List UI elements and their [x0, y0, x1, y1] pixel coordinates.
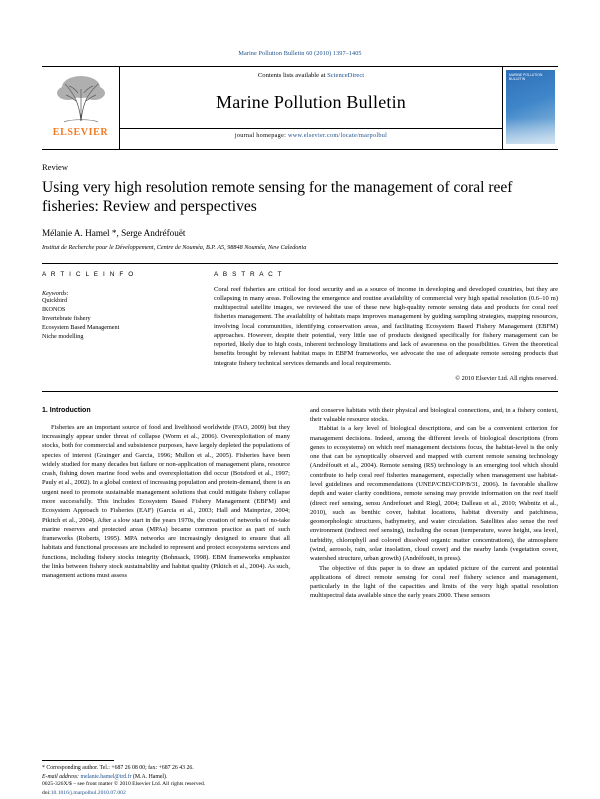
email-label: E-mail address:: [42, 773, 81, 780]
page-footer: [42, 780, 302, 797]
article-info-column: [42, 271, 194, 382]
keywords-label: Keywords:: [42, 289, 69, 297]
issn-copyright-line: 0025-326X/$ – see front matter © 2010 Elsevier Ltd. All rights reserved.: [42, 781, 206, 788]
authors-text: Mélanie A. Hamel *, Serge Andréfouët: [42, 227, 186, 238]
article-type: Review: [42, 162, 68, 172]
elsevier-tree-icon: [50, 71, 112, 126]
corresponding-author-footnote: [42, 760, 290, 781]
info-abstract-row: [42, 271, 558, 382]
paragraph: Fisheries are an important source of food and livelihood worldwide (FAO, 2009) but they increasingly appear under threat of collapse (Worm et al., 2006). Overexploitation of many stocks, both for commercial and subsistence purposes, have largely depleted the populations of species of interest (Grainger and Garcia, 1996; Mullon et al., 2005). Fisheries have been widely studied for many decades but failure or non-application of management plans, resource crash, fishing down marine food webs and overexploitation did occur (Botsford et al., 1997; Pauly et al., 2002). In a global context of increasing population and protein-demand, there is an urgent need to promote sustainable management solutions that could mitigate fishery collapse more successfully. This includes Ecosystem Based Fishery Management (EBFM) and Ecosystem Approach to Fisheries (EAF) (Garcia et al., 2003; Hall and Mainprize, 2004; Pikitch et al., 2004). After a slow start in the years 1970s, the creation of networks of no-take marine reserves and protected areas (MPAs) became common practice as part of such frameworks (Roberts, 1995). MPA networks are increasingly designed to ensure that all habitats and functional processes are included to represent and protect ecosystems services and functions, including fishery stocks integrity (Bohnsack, 1998). EBM frameworks emphasize the links between fishery stock sustainability and habitat quality (Pikitch et al., 2004). As such, management actions must assess: [42, 423, 290, 580]
abstract-text: Coral reef fisheries are critical for food security and as a source of income in developing and developed countries, but they are collapsing in many areas. Following the emergence and routine availability of commercial very high spatial resolution (0.6–10 m) multispectral satellite images, we reviewed the use of these new high-quality remote sensing data and products for coral reef fisheries management. The availability of habitats maps improves management by guiding sampling strategies, mapping resources, involving local communities, identifying conservation areas, and facilitating Ecosystem Based Fishery Management (EBFM) approaches. However, despite their potential, very little use of products designed specifically for fishery management can be reported, likely due to high costs, inherent technology limitations and lack of awareness on the possibilities. Given the theoretical benefits brought by relevant habitat maps in EBFM frameworks, we advocate the use of adequate remote sensing products that integrate fishery technical services demands and local requirements.: [214, 285, 558, 367]
keywords-list: [42, 297, 194, 342]
paragraph: Habitat is a key level of biological descriptions, and can be a convenient criterion for management decisions. Indeed, among the different levels of biological descriptions (from genes to ecosystems) on which reef management decisions focus, the habitat-level is the only one that can be synoptically observed and mapped with current remote sensing technology (Andréfouët et al., 2004). Remote sensing (RS) technology is an emerging tool which should contribute to help coral reef fisheries management, especially when management use habitat-level guidelines and recommendations (UNEP/CBD/COP/8/31, 2006). In favorable shallow depth and water clarity conditions, remote sensing may provide information on the reef itself (direct reef sensing, sensu Andrefouet and Riegl, 2004; Dalleau et al., 2010; Wabnitz et al., 2010), such as benthic cover, habitat locations, habitat diversity and patchiness, geomorphologic structures, bathymetry, and water circulation. Satellites also sense the reef environment (indirect reef sensing), including the ocean (temperature, wave height, sea level, turbidity, chlorophyll and colored dissolved organic matter concentrations), the atmosphere (wind, aerosols, rain, solar insolation, cloud cover) and the nearby lands (vegetation cover, watershed structure, urban growth) (Andréfouët, in press).: [310, 425, 558, 563]
abstract-column: [214, 271, 558, 382]
doi-link[interactable]: 10.1016/j.marpolbul.2010.07.002: [50, 789, 126, 796]
info-rule-bottom: [42, 391, 558, 392]
keyword-item: Ecosystem Based Management: [42, 323, 120, 331]
sciencedirect-link[interactable]: ScienceDirect: [327, 72, 365, 79]
journal-homepage-line: [120, 128, 502, 139]
keyword-item: Quickbird: [42, 296, 68, 304]
contents-available-line: [258, 72, 364, 79]
cover-image: [506, 70, 555, 144]
article-info-heading: A R T I C L E I N F O: [42, 270, 135, 278]
affiliation: Institut de Recherche pour le Développement, Centre de Nouméa, B.P. A5, 98848 Nouméa, New Caledonia: [42, 243, 307, 251]
corresponding-author-line: * Corresponding author. Tel.: +687 26 08 00; fax: +687 26 43 26.: [42, 765, 194, 772]
email-link[interactable]: melanie.hamel@ird.fr: [80, 773, 132, 780]
cover-caption: MARINE POLLUTION BULLETIN: [509, 73, 543, 82]
journal-cover-thumbnail: [502, 67, 558, 149]
body-column-left: [42, 406, 290, 601]
keyword-item: Invertebrate fishery: [42, 314, 91, 322]
cover-band: [506, 118, 555, 144]
journal-header-center: [120, 67, 502, 149]
email-suffix: (M.A. Hamel).: [131, 773, 168, 780]
body-columns: [42, 406, 558, 601]
paragraph: and conserve habitats with their physical and biological connections, and, in a fishery context, their valuable resource stocks.: [310, 406, 558, 423]
page-title: Using very high resolution remote sensing for the management of coral reef fisheries: Review and perspectives: [42, 179, 513, 216]
paragraph: The objective of this paper is to draw an updated picture of the current and potential applications of direct remote sensing for coral reef fishery science and management, particularly in the light of the capacities and limits of the very high spatial resolution multispectral data available since the early years 2000. These sensors: [310, 564, 558, 600]
doi-line: [42, 789, 302, 797]
homepage-url-link[interactable]: www.elsevier.com/locate/marpolbul: [287, 132, 388, 139]
keyword-item: IKONOS: [42, 305, 66, 313]
abstract-copyright: © 2010 Elsevier Ltd. All rights reserved.: [455, 374, 558, 382]
keyword-item: Niche modelling: [42, 332, 84, 340]
body-column-right: [310, 406, 558, 601]
contents-prefix: Contents lists available at: [257, 72, 328, 79]
abstract-heading: A B S T R A C T: [214, 270, 284, 278]
journal-header: [42, 66, 558, 150]
homepage-prefix: journal homepage:: [234, 132, 288, 139]
journal-title: Marine Pollution Bulletin: [216, 92, 406, 112]
footnote-rule: [42, 760, 114, 761]
info-rule-top: [42, 263, 558, 264]
running-head: Marine Pollution Bulletin 60 (2010) 1397–1405: [238, 50, 362, 57]
doi-label: doi:: [42, 789, 51, 796]
author-list: [42, 228, 558, 238]
section-heading-introduction: 1. Introduction: [42, 406, 91, 414]
elsevier-wordmark: ELSEVIER: [52, 127, 109, 138]
elsevier-logo: [42, 67, 120, 149]
